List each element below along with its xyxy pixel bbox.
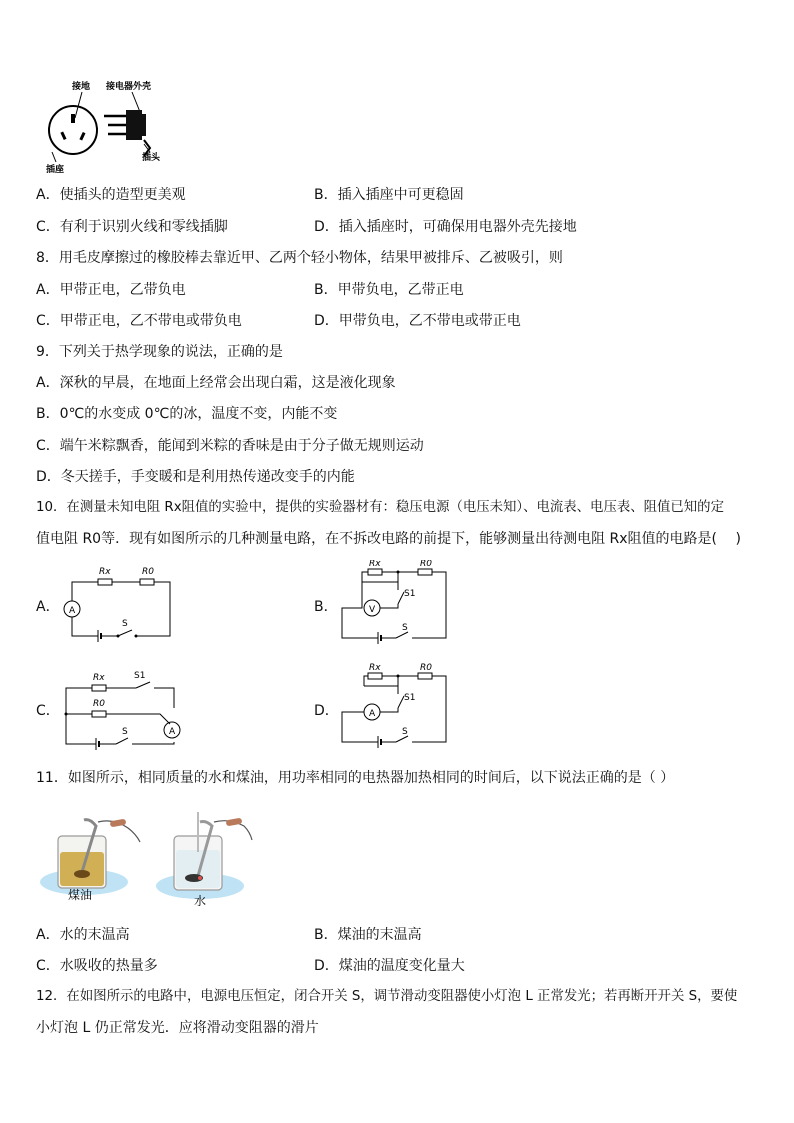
q8-option-a: A．甲带正电，乙带负电	[36, 282, 186, 298]
circuit-a-ammeter-label: A	[69, 606, 76, 616]
q7-option-c: C．有利于识别火线和零线插脚	[36, 219, 228, 235]
kerosene-label: 煤油	[68, 888, 93, 902]
shell-label: 接电器外壳	[106, 82, 152, 92]
q10-option-a-letter: A．	[36, 599, 60, 615]
q9-option-c: C．端午米粽飘香，能闻到米粽的香味是由于分子做无规则运动	[36, 438, 424, 454]
socket-ground-hole	[71, 114, 75, 123]
circuit-b-wire	[362, 572, 368, 582]
q8-option-d: D．甲带负电，乙不带电或带正电	[314, 313, 521, 329]
q8-option-b: B．甲带负电，乙带正电	[314, 282, 464, 298]
circuit-d-s1-label: S1	[404, 693, 416, 703]
q11-option-c: C．水吸收的热量多	[36, 958, 158, 974]
circuit-a-rx-label: Rx	[99, 567, 111, 577]
socket-plug-figure	[40, 78, 180, 176]
circuit-a-wire	[72, 582, 98, 601]
circuit-c-r0-label: R0	[93, 699, 105, 709]
plug-label: 插头	[142, 153, 161, 163]
q9-stem: 9．下列关于热学现象的说法，正确的是	[36, 344, 283, 360]
water-heater-plug	[226, 818, 243, 827]
socket-pointer	[52, 152, 56, 162]
circuit-b-diagram	[338, 560, 450, 644]
circuit-a-s-label: S	[122, 619, 128, 629]
circuit-b-r0	[418, 569, 432, 575]
circuit-b-s1-label: S1	[404, 589, 416, 599]
q11-option-b: B．煤油的末温高	[314, 927, 422, 943]
q11-option-d: D．煤油的温度变化量大	[314, 958, 465, 974]
circuit-d-r0	[418, 673, 432, 679]
socket-hole-left	[60, 132, 66, 141]
q7-option-d: D．插入插座时，可确保用电器外壳先接地	[314, 219, 577, 235]
beaker-figure	[36, 812, 266, 912]
q10-option-b-letter: B．	[314, 599, 338, 615]
circuit-c-s-label: S	[122, 727, 128, 737]
circuit-b-r0-label: R0	[420, 560, 432, 569]
ground-pointer	[75, 92, 82, 118]
q9-option-a: A．深秋的早晨，在地面上经常会出现白霜，这是液化现象	[36, 375, 396, 391]
beaker-diagram	[36, 812, 266, 912]
water-label: 水	[194, 894, 207, 908]
socket-plug-diagram	[40, 78, 180, 176]
plug-back	[142, 114, 146, 136]
circuit-a-switch	[118, 630, 132, 636]
circuit-b-rx	[368, 569, 382, 575]
circuit-c-ammeter-label: A	[169, 727, 176, 737]
circuit-d-s-label: S	[402, 727, 408, 737]
socket-hole-right	[79, 132, 85, 141]
circuit-c-r0	[92, 711, 106, 717]
circuit-b-s-label: S	[402, 623, 408, 633]
circuit-d-ammeter-label: A	[369, 709, 376, 719]
water-heater-light	[198, 876, 202, 880]
socket-outline	[49, 106, 97, 154]
circuit-c-switch-s1	[136, 682, 150, 688]
circuit-d-wire	[364, 676, 368, 686]
q8-option-c: C．甲带正电，乙不带电或带负电	[36, 313, 242, 329]
circuit-c-s1-label: S1	[134, 671, 146, 681]
q12-stem-line1: 12．在如图所示的电路中，电源电压恒定，闭合开关 S，调节滑动变阻器使小灯泡 L 正常发光；若再断开开关 S，要使	[36, 989, 738, 1004]
circuit-a	[60, 560, 180, 642]
q7-option-a: A．使插头的造型更美观	[36, 187, 186, 203]
water-liquid	[176, 850, 220, 888]
q10-stem-line1: 10．在测量未知电阻 Rx阻值的实验中，提供的实验器材有：稳压电源（电压未知）、电流表、电压表、阻值已知的定	[36, 500, 724, 515]
ground-label: 接地	[72, 82, 91, 92]
circuit-c-rx-label: Rx	[93, 673, 105, 683]
circuit-d-r0-label: R0	[420, 663, 432, 673]
socket-label: 插座	[46, 165, 65, 175]
q12-stem-line2: 小灯泡 L 仍正常发光．应将滑动变阻器的滑片	[36, 1020, 319, 1036]
circuit-c	[60, 666, 184, 750]
q11-stem: 11．如图所示，相同质量的水和煤油，用功率相同的电热器加热相同的时间后，以下说法正确的是（ ）	[36, 770, 675, 786]
circuit-a-diagram	[60, 560, 180, 642]
circuit-c-diagram	[60, 666, 184, 750]
plug-body	[126, 110, 142, 140]
q9-option-d: D．冬天搓手，手变暖和是利用热传递改变手的内能	[36, 469, 355, 485]
circuit-a-r0-label: R0	[142, 567, 154, 577]
circuit-a-r0	[140, 579, 154, 585]
circuit-d-diagram	[338, 662, 450, 748]
q9-option-b: B．0℃的水变成 0℃的冰，温度不变，内能不变	[36, 406, 338, 422]
q11-option-a: A．水的末温高	[36, 927, 130, 943]
q10-stem-line2: 值电阻 R0等．现有如图所示的几种测量电路，在不拆改电路的前提下，能够测量出待测电阻 Rx阻值的电路是( )	[36, 531, 741, 547]
circuit-b-rx-label: Rx	[369, 560, 381, 569]
circuit-c-switch-s	[116, 738, 128, 744]
circuit-d-rx	[368, 673, 382, 679]
kerosene-heater-coil	[74, 870, 90, 878]
circuit-c-rx	[92, 685, 106, 691]
shell-pointer	[132, 92, 140, 112]
q7-option-b: B．插入插座中可更稳固	[314, 187, 464, 203]
q10-option-d-letter: D．	[314, 703, 339, 719]
circuit-a-rx	[98, 579, 112, 585]
circuit-b	[338, 560, 450, 644]
circuit-d-rx-label: Rx	[369, 663, 381, 673]
q8-stem: 8．用毛皮摩擦过的橡胶棒去靠近甲、乙两个轻小物体，结果甲被排斥、乙被吸引，则	[36, 250, 563, 266]
circuit-b-voltmeter-label: V	[369, 605, 376, 615]
circuit-d	[338, 662, 450, 748]
q10-option-c-letter: C．	[36, 703, 60, 719]
